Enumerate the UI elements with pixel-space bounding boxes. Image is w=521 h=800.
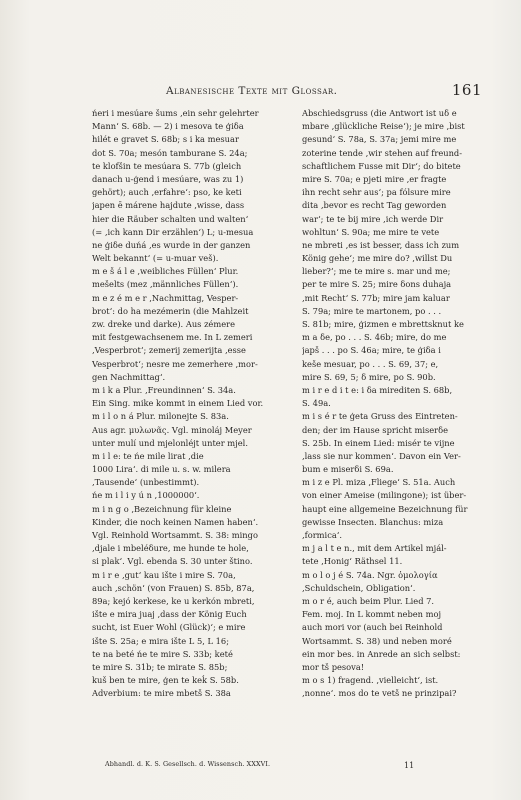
text-line: Vesperbrot‘; nesre me zemerhere ‚mor- xyxy=(92,358,258,369)
text-line: m i k a Plur. ‚Freundinnen‘ S. 34a. xyxy=(92,384,236,395)
text-line: war‘; te te bij mire ‚ich werde Dir xyxy=(302,213,444,224)
text-line: Vgl. Reinhold Wortsammt. S. 38: mingo xyxy=(92,530,258,540)
text-line: Ein Sing. mike kommt in einem Lied vor. xyxy=(92,398,264,409)
text-line: ‚nonne‘. mos do te vetš ne prinzipai? xyxy=(302,688,457,699)
text-line: Abschiedsgruss (die Antwort ist uδ e xyxy=(302,108,457,118)
signature-mark: 11 xyxy=(404,761,415,770)
text-line: Mann‘ S. 68b. — 2) i mesova te ģiδa xyxy=(92,121,244,132)
text-line: mire S. 70a; e pjeti mire ‚er fragte xyxy=(302,173,447,184)
text-line: ein mor bes. in Anrede an sich selbst: xyxy=(302,648,461,659)
text-line: m i r e ‚gut‘ kau ište i mire S. 70a, xyxy=(92,569,236,580)
text-line: m i l o n á Plur. milonejte S. 83a. xyxy=(92,411,229,422)
text-line: von einer Ameise (milingone); ist über- xyxy=(302,490,467,501)
text-line: m o s 1) fragend. ‚vielleicht‘, ist. xyxy=(302,675,439,686)
text-line: mbare ‚glückliche Reise‘); je mire ‚bist xyxy=(302,121,465,132)
text-line: Wortsammt. S. 38) und neben moré xyxy=(302,635,452,646)
text-line: dita ‚bevor es recht Tag geworden xyxy=(302,200,447,211)
text-line: S. 49a. xyxy=(302,398,331,409)
text-line: Adverbium: te mire mbetš S. 38a xyxy=(92,688,231,699)
right-column xyxy=(302,107,482,700)
text-line: hilét e gravet S. 68b; s i ka mesuar xyxy=(92,134,239,145)
text-line: kuš ben te mire, ģen te keḱ S. 58b. xyxy=(92,675,239,686)
text-line: Fem. moj. In L kommt neben moj xyxy=(302,609,442,620)
text-line: ne ģiδe duńá ‚es wurde in der ganzen xyxy=(92,239,251,250)
text-line: m i s é r te ģeta Gruss des Eintreten- xyxy=(302,411,458,422)
text-line: unter mulí und mjelonléjt unter mjel. xyxy=(92,437,248,448)
text-line: m i n g o ‚Bezeichnung für kleine xyxy=(92,503,232,514)
header-title: Albanesische Texte mit Glossar. xyxy=(166,85,338,97)
text-line: ište S. 25a; e mira ište L 5, L 16; xyxy=(92,635,230,646)
text-line: m a δe, po . . . S. 46b; mire, do me xyxy=(302,332,447,343)
text-line: japš . . . po S. 46a; mire, te ģiδa i xyxy=(302,345,441,356)
text-line: ńe m i l i y ú n ‚1000000‘. xyxy=(92,490,200,501)
text-line: mire S. 69, 5; δ mire, po S. 90b. xyxy=(302,371,436,382)
text-line: m e š á l e ‚weibliches Füllen‘ Plur. xyxy=(92,266,239,277)
text-line: gesund‘ S. 78a, S. 37a; jemi mire me xyxy=(302,134,457,145)
text-line: tete ‚Honig‘ Räthsel 11. xyxy=(302,556,403,567)
text-line: hier die Räuber schalten und walten‘ xyxy=(92,213,249,224)
text-line: m i r e d i t e: i δa mirediten S. 68b, xyxy=(302,384,453,395)
text-line: (= ‚ich kann Dir erzählen‘) L; u-mesua xyxy=(92,226,254,237)
text-line: m o l o j é S. 74a. Ngr. ὁμολογία xyxy=(302,569,438,580)
running-header xyxy=(96,81,486,101)
text-line: ne mbreti ‚es ist besser, dass ich zum xyxy=(302,239,460,250)
text-line: m i l e: te ńe mile lirat ‚die xyxy=(92,450,204,461)
text-line: ‚Schuldschein, Obligation‘. xyxy=(302,582,416,593)
text-line: te na beté ńe te mire S. 33b; keté xyxy=(92,648,233,659)
text-line: S. 25b. In einem Lied: misér te vijne xyxy=(302,437,455,448)
text-line: zoterine tende ‚wir stehen auf freund- xyxy=(302,147,463,158)
text-line: bum e miserδi S. 69a. xyxy=(302,464,394,475)
text-line: haupt eine allgemeine Bezeichnung für xyxy=(302,503,468,514)
text-line: keše mesuar, po . . . S. 69, 37; e, xyxy=(302,358,439,369)
text-line: si plak‘. Vgl. ebenda S. 30 unter štino. xyxy=(92,556,253,567)
text-line: m j a l t e n., mit dem Artikel mjál- xyxy=(302,543,447,554)
text-line: 1000 Lira‘. di mile u. s. w. milera xyxy=(92,464,231,475)
text-line: te klofšin te mesúara S. 77b (gleich xyxy=(92,160,242,171)
text-line: gewisse Insecten. Blanchus: miza xyxy=(302,516,444,527)
left-column xyxy=(92,107,272,700)
text-line: m i z e Pl. miza ‚Fliege‘ S. 51a. Auch xyxy=(302,477,456,488)
text-line: schaftlichem Fusse mit Dir‘; do bitete xyxy=(302,160,461,171)
text-line: Aus agr. μυλωνᾶς. Vgl. minoláj Meyer xyxy=(92,424,252,435)
text-line: ‚djale i mbeléδure, me hunde te hole, xyxy=(92,543,249,554)
text-line: mit festgewachsenem me. In L zemeri xyxy=(92,332,253,343)
text-line: gen Nachmittag‘. xyxy=(92,371,166,382)
text-line: auch mori vor (auch bei Reinhold xyxy=(302,622,443,633)
text-line: Welt bekannt‘ (= u-muar veš). xyxy=(92,253,219,264)
text-line: mešelts (mez ‚männliches Füllen‘). xyxy=(92,279,239,290)
text-line: ńeri i mesúare šums ‚ein sehr gelehrter xyxy=(92,108,259,118)
text-line: den; der im Hause spricht miserδe xyxy=(302,424,449,435)
text-line: König gehe‘; me mire do? ‚willst Du xyxy=(302,253,453,264)
text-line: sucht, ist Euer Wohl (Glück)‘; e mire xyxy=(92,622,246,633)
text-line: lieber?‘; me te mire s. mar und me; xyxy=(302,266,451,277)
text-line: ‚Tausende‘ (unbestimmt). xyxy=(92,477,200,488)
text-line: dot S. 70a; mesón tamburane S. 24a; xyxy=(92,147,248,158)
text-line: danach u-ģend i mesúare, was zu 1) xyxy=(92,173,244,184)
text-line: brot‘: do ha mezémerin (die Mahlzeit xyxy=(92,305,249,316)
text-line: m o r é, auch beim Plur. Lied 7. xyxy=(302,595,435,606)
text-line: ‚formica‘. xyxy=(302,530,343,540)
text-line: S. 79a; mire te martonem, po . . . xyxy=(302,305,442,316)
text-line: ‚mit Recht‘ S. 77b; mire jam kaluar xyxy=(302,292,450,303)
page-number: 161 xyxy=(451,81,482,99)
text-line: ihn recht sehr aus‘; pa fólsure mire xyxy=(302,187,451,198)
text-line: Kinder, die noch keinen Namen haben‘. xyxy=(92,516,259,527)
text-line: ište e mira juaj ‚dass der König Euch xyxy=(92,609,247,620)
text-line: 89a; kejó kerkese, ke u kerkón mbreti, xyxy=(92,595,255,606)
text-line: ‚lass sie nur kommen‘. Davon ein Ver- xyxy=(302,450,461,461)
text-line: japen ē márene hajdute ‚wisse, dass xyxy=(92,200,245,211)
text-line: ‚Vesperbrot‘; zemerij zemerijta ‚esse xyxy=(92,345,246,356)
text-line: per te mire S. 25; mire δons duhaja xyxy=(302,279,452,290)
text-line: S. 81b; mire, ģizmen e mbrettsknut ke xyxy=(302,319,464,329)
text-line: zw. dreke und darke). Aus zémere xyxy=(92,319,235,329)
footer-note: Abhandl. d. K. S. Gesellsch. d. Wissensch. XXXVI. xyxy=(105,760,271,768)
text-line: mor tš pesova! xyxy=(302,661,365,672)
text-line: gehört); auch ‚erfahre‘: pso, ke keti xyxy=(92,187,242,198)
text-line: m e z é m e r ‚Nachmittag, Vesper- xyxy=(92,292,239,303)
text-line: te mire S. 31b; te mirate S. 85b; xyxy=(92,661,228,672)
text-line: auch ‚schön‘ (von Frauen) S. 85b, 87a, xyxy=(92,582,255,593)
text-line: wohltun‘ S. 90a; me mire te vete xyxy=(302,226,440,237)
